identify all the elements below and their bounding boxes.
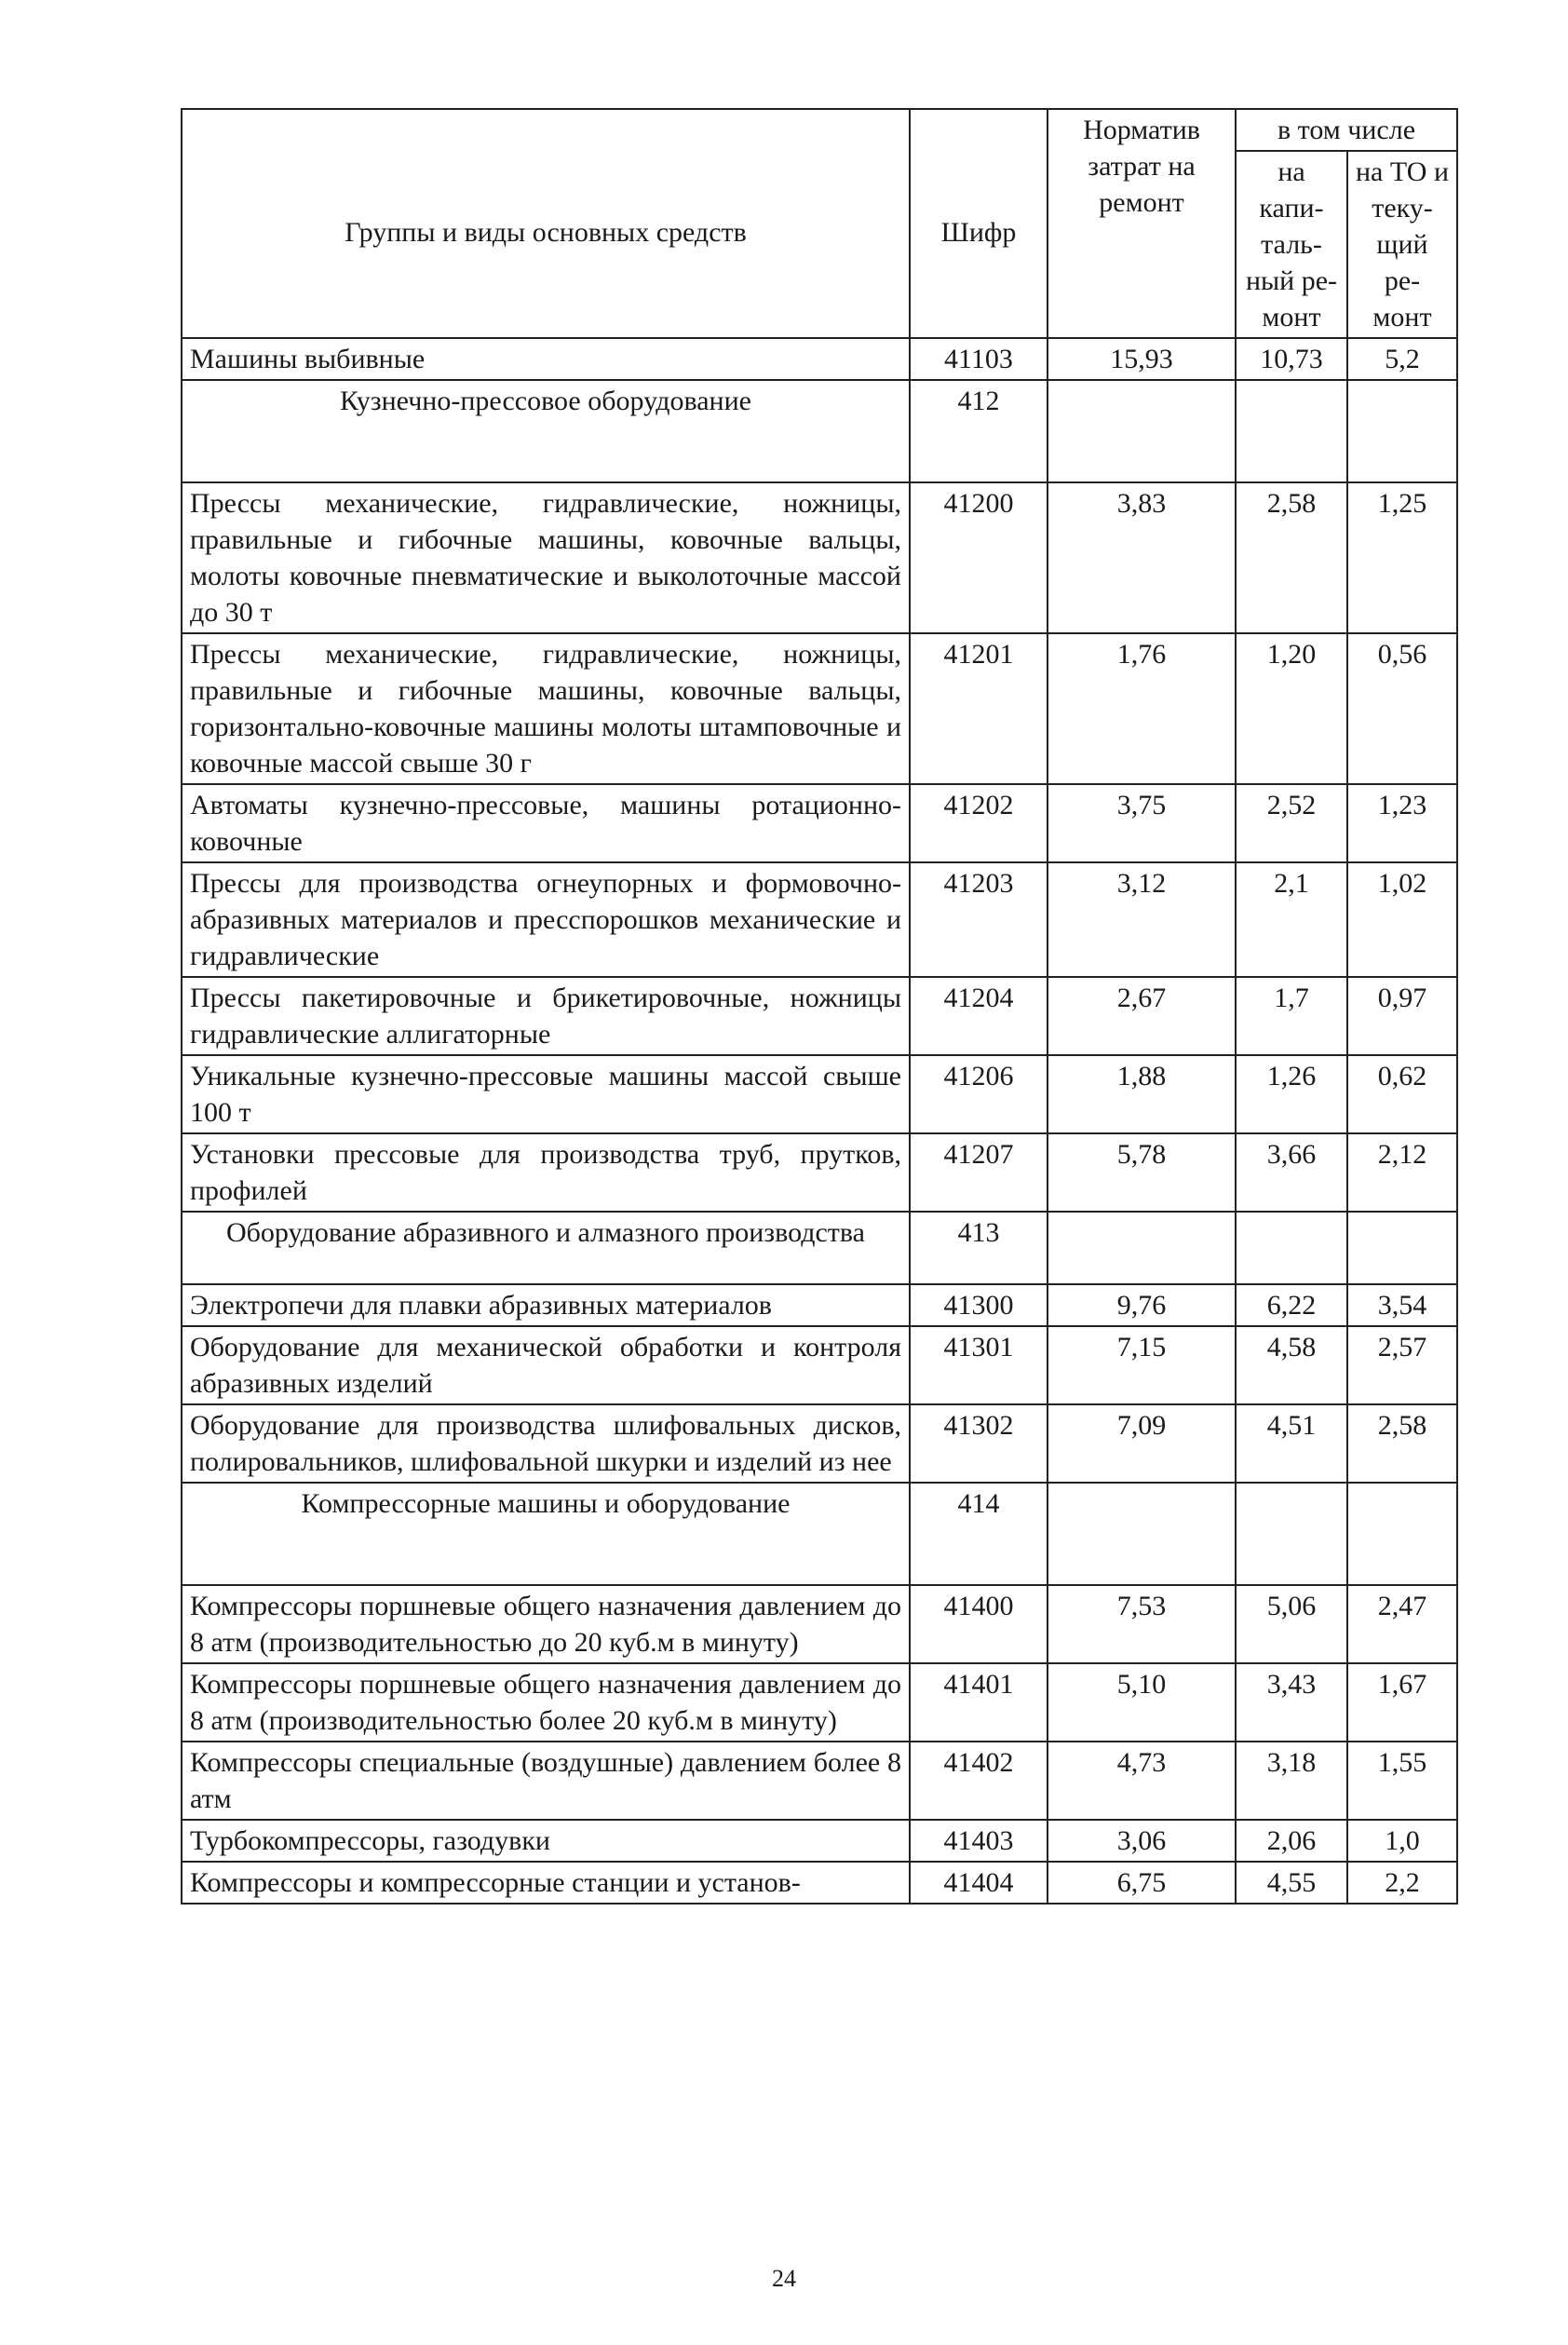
item-code: 41207 [910, 1133, 1048, 1212]
empty-cell [1347, 380, 1457, 482]
item-name: Автоматы кузнечно-прессовые, машины ротационно-ковочные [182, 784, 910, 862]
header-name: Группы и виды основных средств [182, 109, 910, 338]
item-name: Оборудование для производства шлифовальных дисков, полировальников, шлифовальной шкурки и изделий из нее [182, 1404, 910, 1483]
current-value: 2,47 [1347, 1585, 1457, 1663]
norm-value: 1,88 [1048, 1055, 1236, 1133]
capital-value: 3,18 [1236, 1742, 1347, 1820]
norm-value: 4,73 [1048, 1742, 1236, 1820]
table-row [182, 784, 1457, 862]
current-value: 2,2 [1347, 1862, 1457, 1904]
item-code: 41202 [910, 784, 1048, 862]
current-value: 1,0 [1347, 1820, 1457, 1862]
table-row [182, 977, 1457, 1055]
capital-value: 2,1 [1236, 862, 1347, 977]
item-name: Прессы для производства огнеупорных и формовочно-абразивных материалов и пресспорошков механические и гидравлические [182, 862, 910, 977]
current-value: 1,55 [1347, 1742, 1457, 1820]
item-code: 41404 [910, 1862, 1048, 1904]
empty-cell [1236, 1212, 1347, 1284]
norm-value: 3,75 [1048, 784, 1236, 862]
table-row [182, 862, 1457, 977]
table-row [182, 1820, 1457, 1862]
table-row [182, 1585, 1457, 1663]
table-row [182, 1133, 1457, 1212]
empty-cell [1347, 1483, 1457, 1585]
table-row [182, 482, 1457, 633]
norm-value: 7,09 [1048, 1404, 1236, 1483]
capital-value: 1,7 [1236, 977, 1347, 1055]
capital-value: 1,26 [1236, 1055, 1347, 1133]
norm-value: 5,10 [1048, 1663, 1236, 1742]
item-name: Прессы механические, гидравлические, ножницы, правильные и гибочные машины, ковочные вальцы, молоты ковочные пневматические и выколоточные массой до 30 т [182, 482, 910, 633]
section-row [182, 1212, 1457, 1284]
current-value: 0,62 [1347, 1055, 1457, 1133]
current-value: 2,12 [1347, 1133, 1457, 1212]
table-row [182, 633, 1457, 784]
item-code: 41300 [910, 1284, 1048, 1326]
table-row [182, 1404, 1457, 1483]
item-name: Прессы пакетировочные и брикетировочные, ножницы гидравлические аллигаторные [182, 977, 910, 1055]
current-value: 0,56 [1347, 633, 1457, 784]
current-value: 1,25 [1347, 482, 1457, 633]
capital-value: 6,22 [1236, 1284, 1347, 1326]
item-name: Прессы механические, гидравлические, ножницы, правильные и гибочные машины, ковочные вальцы, горизонтально-ковочные машины молоты штамповочные и ковочные массой свыше 30 г [182, 633, 910, 784]
header-code: Шифр [910, 109, 1048, 338]
current-value: 0,97 [1347, 977, 1457, 1055]
capital-value: 2,58 [1236, 482, 1347, 633]
item-code: 41103 [910, 338, 1048, 380]
table-row [182, 1326, 1457, 1404]
table-row [182, 1284, 1457, 1326]
capital-value: 10,73 [1236, 338, 1347, 380]
empty-cell [1347, 1212, 1457, 1284]
item-name: Турбокомпрессоры, газодувки [182, 1820, 910, 1862]
table-row [182, 1055, 1457, 1133]
table-row [182, 338, 1457, 380]
current-value: 2,58 [1347, 1404, 1457, 1483]
header-including: в том числе [1236, 109, 1457, 151]
item-code: 41401 [910, 1663, 1048, 1742]
item-name: Оборудование для механической обработки и контроля абразивных изделий [182, 1326, 910, 1404]
item-code: 41402 [910, 1742, 1048, 1820]
capital-value: 1,20 [1236, 633, 1347, 784]
table-row [182, 1663, 1457, 1742]
norm-value: 3,12 [1048, 862, 1236, 977]
capital-value: 5,06 [1236, 1585, 1347, 1663]
item-code: 41201 [910, 633, 1048, 784]
item-code: 41200 [910, 482, 1048, 633]
page-number: 24 [772, 2265, 796, 2292]
item-name: Компрессоры поршневые общего назначения давлением до 8 атм (производительностью до 20 куб.м в минуту) [182, 1585, 910, 1663]
item-name: Установки прессовые для производства труб, прутков, профилей [182, 1133, 910, 1212]
capital-value: 3,66 [1236, 1133, 1347, 1212]
item-name: Компрессоры специальные (воздушные) давлением более 8 атм [182, 1742, 910, 1820]
item-code: 41204 [910, 977, 1048, 1055]
section-row [182, 380, 1457, 482]
header-norm: Норматив затрат на ремонт [1048, 109, 1236, 338]
section-code: 414 [910, 1483, 1048, 1585]
item-name: Машины выбивные [182, 338, 910, 380]
table-body [182, 338, 1457, 1904]
norm-value: 7,15 [1048, 1326, 1236, 1404]
current-value: 1,23 [1347, 784, 1457, 862]
empty-cell [1048, 1483, 1236, 1585]
table-row [182, 1862, 1457, 1904]
item-name: Компрессоры поршневые общего назначения давлением до 8 атм (производительностью более 20 куб.м в минуту) [182, 1663, 910, 1742]
header-capital: на капи-таль-ный ре-монт [1236, 151, 1347, 338]
empty-cell [1236, 380, 1347, 482]
empty-cell [1048, 1212, 1236, 1284]
table-header [182, 109, 1457, 338]
capital-value: 2,52 [1236, 784, 1347, 862]
norm-value: 6,75 [1048, 1862, 1236, 1904]
norm-value: 2,67 [1048, 977, 1236, 1055]
norm-value: 3,83 [1048, 482, 1236, 633]
current-value: 1,02 [1347, 862, 1457, 977]
section-title: Компрессорные машины и оборудование [182, 1483, 910, 1585]
norm-value: 5,78 [1048, 1133, 1236, 1212]
current-value: 3,54 [1347, 1284, 1457, 1326]
norm-value: 7,53 [1048, 1585, 1236, 1663]
capital-value: 4,58 [1236, 1326, 1347, 1404]
empty-cell [1048, 380, 1236, 482]
capital-value: 4,51 [1236, 1404, 1347, 1483]
norm-value: 3,06 [1048, 1820, 1236, 1862]
item-code: 41302 [910, 1404, 1048, 1483]
item-code: 41400 [910, 1585, 1048, 1663]
item-name: Уникальные кузнечно-прессовые машины массой свыше 100 т [182, 1055, 910, 1133]
section-code: 412 [910, 380, 1048, 482]
table-row [182, 1742, 1457, 1820]
item-name: Компрессоры и компрессорные станции и установ- [182, 1862, 910, 1904]
capital-value: 3,43 [1236, 1663, 1347, 1742]
item-code: 41206 [910, 1055, 1048, 1133]
norms-table [181, 108, 1458, 1904]
norm-value: 1,76 [1048, 633, 1236, 784]
current-value: 5,2 [1347, 338, 1457, 380]
header-current: на ТО и теку-щий ре-монт [1347, 151, 1457, 338]
item-code: 41301 [910, 1326, 1048, 1404]
current-value: 2,57 [1347, 1326, 1457, 1404]
norm-value: 15,93 [1048, 338, 1236, 380]
section-code: 413 [910, 1212, 1048, 1284]
section-title: Кузнечно-прессовое оборудование [182, 380, 910, 482]
current-value: 1,67 [1347, 1663, 1457, 1742]
item-code: 41203 [910, 862, 1048, 977]
item-code: 41403 [910, 1820, 1048, 1862]
section-title: Оборудование абразивного и алмазного производства [182, 1212, 910, 1284]
capital-value: 2,06 [1236, 1820, 1347, 1862]
item-name: Электропечи для плавки абразивных материалов [182, 1284, 910, 1326]
section-row [182, 1483, 1457, 1585]
norm-value: 9,76 [1048, 1284, 1236, 1326]
empty-cell [1236, 1483, 1347, 1585]
capital-value: 4,55 [1236, 1862, 1347, 1904]
